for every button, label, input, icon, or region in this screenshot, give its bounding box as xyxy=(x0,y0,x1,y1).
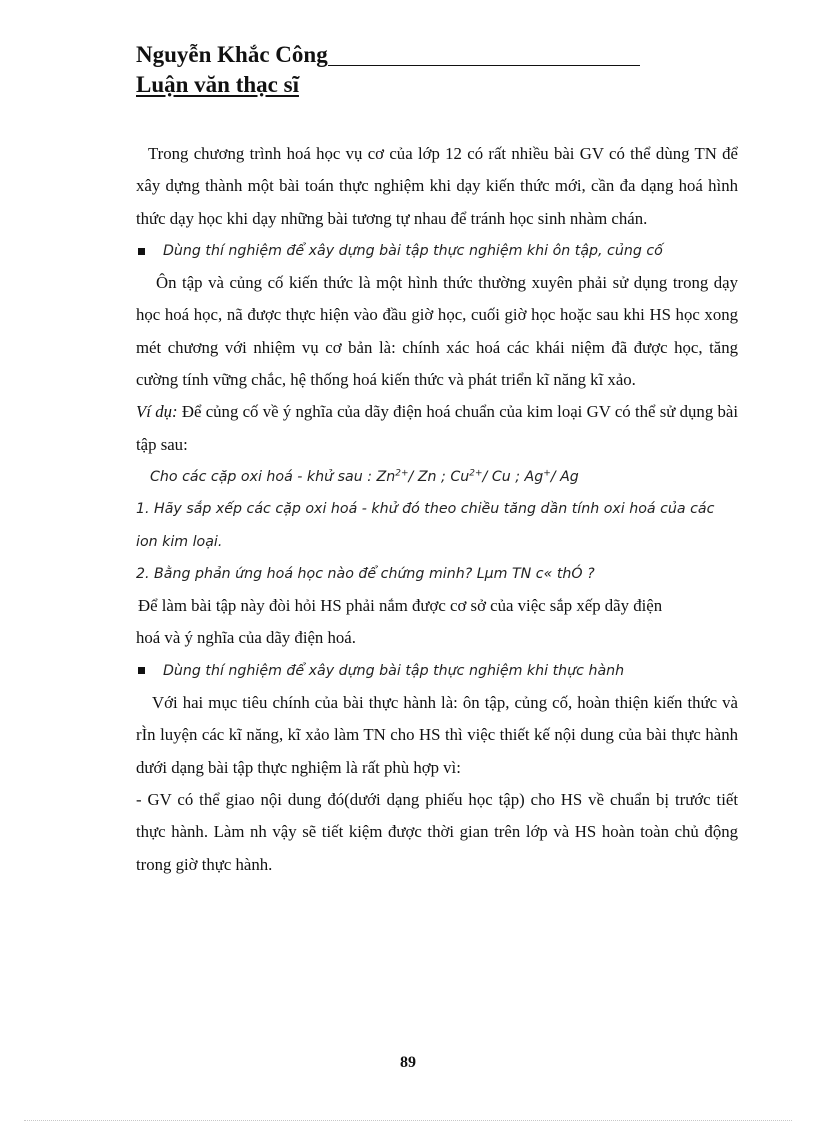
ion-ag-charge: + xyxy=(543,468,551,479)
example-text: Để củng cố về ý nghĩa của dãy điện hoá chuẩn của kim loại GV có thể sử dụng bài tập sau: xyxy=(136,402,738,454)
paragraph-answer-b: hoá và ý nghĩa của dãy điện hoá. xyxy=(136,628,356,648)
square-bullet-icon xyxy=(138,667,145,674)
question-1: 1. Hãy sắp xếp các cặp oxi hoá - khử đó theo chiều tăng dần tính oxi hoá của các ion kim loại. xyxy=(136,501,715,550)
ion-zn: Zn xyxy=(376,468,396,485)
paragraph-example xyxy=(136,396,738,461)
square-bullet-icon xyxy=(138,248,145,255)
example-label: Ví dụ: xyxy=(136,402,178,422)
header-author-line xyxy=(136,40,696,70)
paragraph-intro: Trong chương trình hoá học vụ cơ của lớp 12 có rất nhiều bài GV có thể dùng TN để xây dựng thành một bài toán thực nghiệm khi dạy kiến thức mới, cần đa dạng hoá hình thức dạy học khi dạy những bài tương tự nhau để tránh học sinh nhàm chán. xyxy=(136,144,738,228)
ion-zn-tail: / Zn ; xyxy=(408,468,451,485)
ion-ag: Ag xyxy=(524,468,544,485)
ion-ag-tail: / Ag xyxy=(550,468,579,485)
bullet-review-text: Dùng thí nghiệm để xây dựng bài tập thực nghiệm khi ôn tập, củng cố xyxy=(163,242,663,259)
reaction-prefix: Cho các cặp oxi hoá - khử sau : xyxy=(150,468,377,485)
question-2: 2. Bằng phản ứng hoá học nào để chứng minh? Lµm TN c« thÓ ? xyxy=(136,565,595,582)
reaction-line xyxy=(136,461,738,493)
paragraph-answer-a: Để làm bài tập này đòi hỏi HS phải nắm được cơ sở của việc sắp xếp dãy điện xyxy=(138,596,663,616)
paragraph-review: Ôn tập và củng cố kiến thức là một hình thức thường xuyên phải sử dụng trong dạy học hoá học, nã được thực hiện vào đầu giờ học, cuối giờ học hoặc sau khi HS học xong mét chương với nhiệm vụ cơ bản là: chính xác hoá các khái niệm đã được học, tăng cường tính vững chắc, hệ thống hoá kiến thức và phát triển kĩ năng kĩ xảo. xyxy=(136,273,738,390)
bullet-practice-text: Dùng thí nghiệm để xây dựng bài tập thực nghiệm khi thực hành xyxy=(163,662,625,679)
ion-cu-charge: 2+ xyxy=(469,468,483,479)
page-number: 89 xyxy=(400,1054,416,1071)
body-text xyxy=(136,138,738,881)
bullet-review xyxy=(136,235,738,267)
paragraph-practice: Với hai mục tiêu chính của bài thực hành là: ôn tập, củng cố, hoàn thiện kiến thức và rÌn luyện các kĩ năng, kĩ xảo làm TN cho HS thì việc thiết kế nội dung của bài thực hành dưới dạng bài tập thực nghiệm là rất phù hợp vì: xyxy=(136,693,738,777)
paragraph-worksheet: - GV có thể giao nội dung đó(dưới dạng phiếu học tập) cho HS về chuẩn bị trước tiết thực hành. Làm nh vậy sẽ tiết kiệm được thời gian trên lớp và HS hoàn toàn chủ động trong giờ thực hành. xyxy=(136,789,738,874)
header-author: Nguyễn Khắc Công xyxy=(136,40,640,70)
bullet-practice xyxy=(136,655,738,687)
ion-cu: Cu xyxy=(450,468,470,485)
page-edge-divider xyxy=(24,1120,792,1121)
ion-zn-charge: 2+ xyxy=(395,468,409,479)
running-header xyxy=(136,40,696,100)
header-thesis-title: Luận văn thạc sĩ xyxy=(136,72,299,97)
ion-cu-tail: / Cu ; xyxy=(482,468,525,485)
